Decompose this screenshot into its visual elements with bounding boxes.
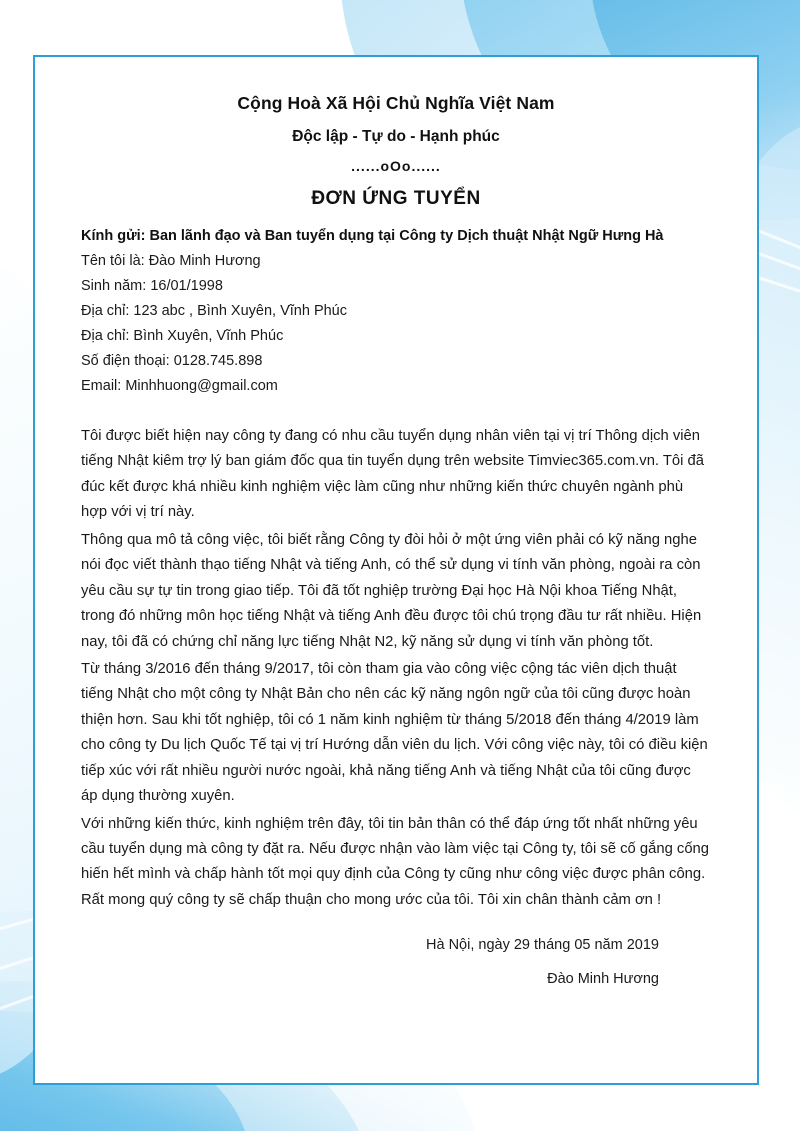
info-line-phone: Số điện thoại: 0128.745.898	[81, 353, 263, 369]
letter-body	[81, 424, 711, 913]
info-line-birthyear: Sinh năm: 16/01/1998	[81, 278, 223, 294]
signature-name: Đào Minh Hương	[547, 971, 659, 988]
paragraph-1: Tôi được biết hiện nay công ty đang có nhu cầu tuyển dụng nhân viên tại vị trí Thông dịch viên tiếng Nhật kiêm trợ lý ban giám đốc qua tin tuyển dụng trên website Timviec365.com.vn. Tôi đã đúc kết được khá nhiều kinh nghiệm việc làm cũng như những kiến thức chuyên ngành phù hợp với vị trí này.	[81, 428, 705, 521]
nation-heading: Cộng Hoà Xã Hội Chủ Nghĩa Việt Nam	[237, 93, 555, 113]
info-line-address-1: Địa chỉ: 123 abc , Bình Xuyên, Vĩnh Phúc	[81, 303, 347, 319]
applicant-info-block	[81, 253, 711, 394]
info-line-name: Tên tôi là: Đào Minh Hương	[81, 253, 261, 269]
signature-block	[81, 937, 711, 987]
info-line-address-2: Địa chỉ: Bình Xuyên, Vĩnh Phúc	[81, 328, 284, 344]
page-title: ĐƠN ỨNG TUYỂN	[311, 188, 481, 209]
info-line-email: Email: Minhhuong@gmail.com	[81, 378, 278, 394]
signature-place-date: Hà Nội, ngày 29 tháng 05 năm 2019	[426, 937, 659, 954]
document-sheet	[33, 55, 759, 1085]
recipient-line: Kính gửi: Ban lãnh đạo và Ban tuyển dụng tại Công ty Dịch thuật Nhật Ngữ Hưng Hà	[81, 228, 664, 244]
separator-ornament: ......oOo......	[351, 158, 441, 174]
paragraph-4: Với những kiến thức, kinh nghiệm trên đây, tôi tin bản thân có thể đáp ứng tốt nhất những yêu cầu tuyển dụng mà công ty đặt ra. Nếu được nhận vào làm việc tại Công ty, tôi sẽ cố gắng cống hiến hết mình và chấp hành tốt mọi quy định của Công ty cũng như công việc được phân công. Rất mong quý công ty sẽ chấp thuận cho mong ước của tôi. Tôi xin chân thành cảm ơn !	[81, 815, 710, 908]
motto-heading: Độc lập - Tự do - Hạnh phúc	[292, 128, 500, 145]
paragraph-3: Từ tháng 3/2016 đến tháng 9/2017, tôi còn tham gia vào công việc cộng tác viên dịch thuật tiếng Nhật cho một công ty Nhật Bản cho nên các kỹ năng ngôn ngữ của tôi cũng được hoàn thiện hơn. Sau khi tốt nghiệp, tôi có 1 năm kinh nghiệm từ tháng 5/2018 đến tháng 4/2019 làm cho công ty Du lịch Quốc Tế tại vị trí Hướng dẫn viên du lịch. Với công việc này, tôi có điều kiện tiếp xúc với rất nhiều người nước ngoài, khả năng tiếng Anh và tiếng Nhật của tôi cũng được áp dụng thường xuyên.	[81, 660, 708, 805]
paragraph-2: Thông qua mô tả công việc, tôi biết rằng Công ty đòi hỏi ở một ứng viên phải có kỹ năng nghe nói đọc viết thành thạo tiếng Nhật và tiếng Anh, có thể sử dụng vi tính văn phòng, ngoài ra còn yêu cầu sự tự tin trong giao tiếp. Tôi đã tốt nghiệp trường Đại học Hà Nội khoa Tiếng Nhật, trong đó những môn học tiếng Nhật và tiếng Anh đều được tôi chú trọng đầu tư rất nhiều. Hiện nay, tôi đã có chứng chỉ năng lực tiếng Nhật N2, kỹ năng sử dụng vi tính văn phòng tốt.	[81, 531, 702, 650]
